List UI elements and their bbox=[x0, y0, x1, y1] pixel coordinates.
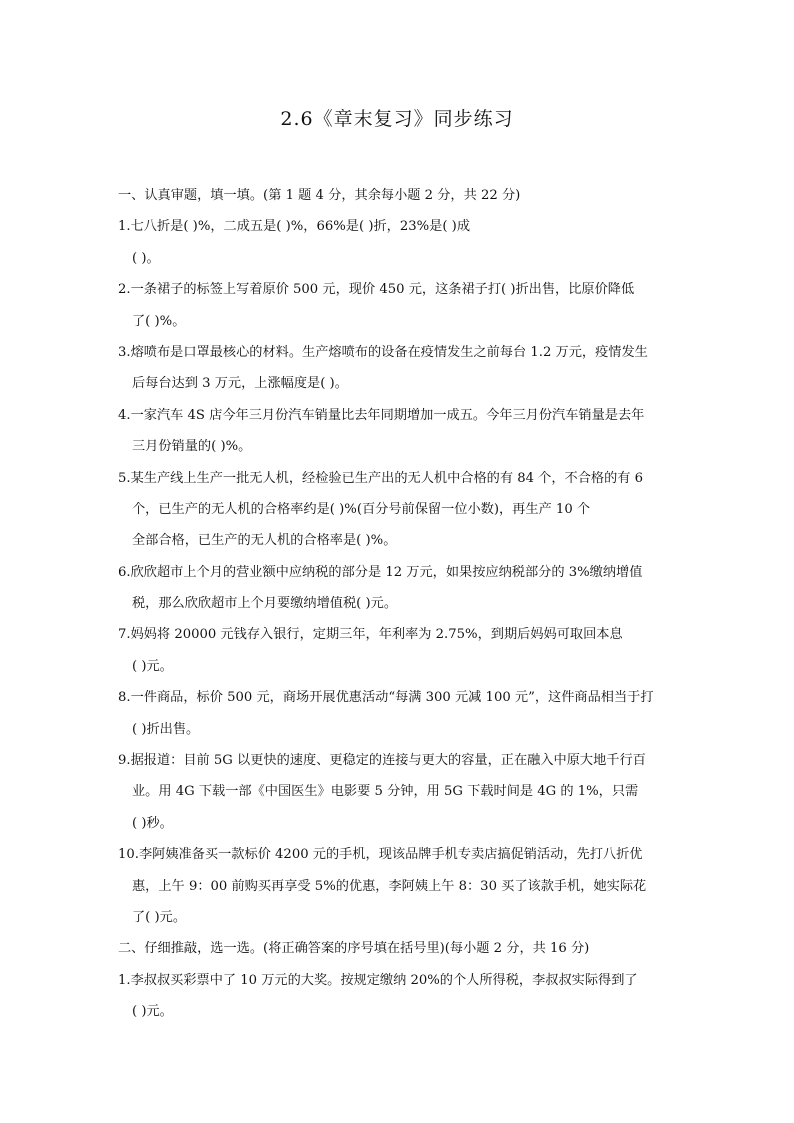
question-text-continuation: ( )秒。 bbox=[132, 815, 173, 831]
question-text-continuation: 了( )元。 bbox=[132, 909, 187, 925]
question-text-line: 8.一件商品，标价 500 元，商场开展优惠活动“每满 300 元减 100 元”，这件商品相当于打 bbox=[118, 690, 654, 706]
exercise-body bbox=[118, 180, 684, 1028]
question-text-continuation: 了( )%。 bbox=[132, 313, 186, 329]
question-text-line: 5.某生产线上生产一批无人机，经检验已生产出的无人机中合格的有 84 个，不合格的有 6 bbox=[118, 470, 644, 486]
question-text-line: 9.据报道：目前 5G 以更快的速度、更稳定的连接与更大的容量，正在融入中原大地千行百 bbox=[118, 753, 646, 769]
question-text-line: 7.妈妈将 20000 元钱存入银行，定期三年，年利率为 2.75%，到期后妈妈可取回本息 bbox=[118, 627, 623, 643]
question-text-continuation: ( )元。 bbox=[132, 658, 173, 674]
question-text-continuation: 全部合格，已生产的无人机的合格率是( )%。 bbox=[132, 533, 397, 549]
question-text-continuation: 个，已生产的无人机的合格率约是( )%(百分号前保留一位小数)，再生产 10 个 bbox=[132, 501, 591, 517]
question-text-line: 4.一家汽车 4S 店今年三月份汽车销量比去年同期增加一成五。今年三月份汽车销量是去年 bbox=[118, 407, 645, 423]
question-text-continuation: 三月份销量的( )%。 bbox=[132, 439, 252, 455]
question-text-continuation: 业。用 4G 下载一部《中国医生》电影要 5 分钟，用 5G 下载时间是 4G 的 1%，只需 bbox=[132, 784, 639, 800]
question-text-continuation: ( )。 bbox=[132, 250, 160, 266]
question-text-line: 1.李叔叔买彩票中了 10 万元的大奖。按规定缴纳 20%的个人所得税，李叔叔实际得到了 bbox=[118, 972, 638, 988]
question-text-continuation: ( )元。 bbox=[132, 1004, 173, 1020]
question-text-continuation: 税，那么欣欣超市上个月要缴纳增值税( )元。 bbox=[132, 596, 398, 612]
question-text-line: 1.七八折是( )%，二成五是( )%，66%是( )折，23%是( )成 bbox=[118, 219, 471, 235]
question-text-continuation: 惠，上午 9：00 前购买再享受 5%的优惠，李阿姨上午 8：30 买了该款手机，她实际花 bbox=[132, 878, 647, 894]
question-text-continuation: ( )折出售。 bbox=[132, 721, 200, 737]
question-text-line: 一、认真审题，填一填。(第 1 题 4 分，其余每小题 2 分，共 22 分) bbox=[118, 188, 521, 203]
question-text-line: 2.一条裙子的标签上写着原价 500 元，现价 450 元，这条裙子打( )折出售，比原价降低 bbox=[118, 282, 635, 298]
question-text-line: 二、仔细推敲，选一选。(将正确答案的序号填在括号里)(每小题 2 分，共 16 分) bbox=[118, 941, 590, 957]
question-text-line: 3.熔喷布是口罩最核心的材料。生产熔喷布的设备在疫情发生之前每台 1.2 万元，疫情发生 bbox=[118, 344, 648, 360]
question-text-continuation: 后每台达到 3 万元，上涨幅度是( )。 bbox=[132, 376, 348, 392]
question-text-line: 10.李阿姨准备买一款标价 4200 元的手机，现该品牌手机专卖店搞促销活动，先打八折优 bbox=[118, 847, 643, 863]
question-text-line: 6.欣欣超市上个月的营业额中应纳税的部分是 12 万元，如果按应纳税部分的 3%缴纳增值 bbox=[118, 564, 643, 580]
page-title: 2.6《章末复习》同步练习 bbox=[280, 108, 514, 130]
